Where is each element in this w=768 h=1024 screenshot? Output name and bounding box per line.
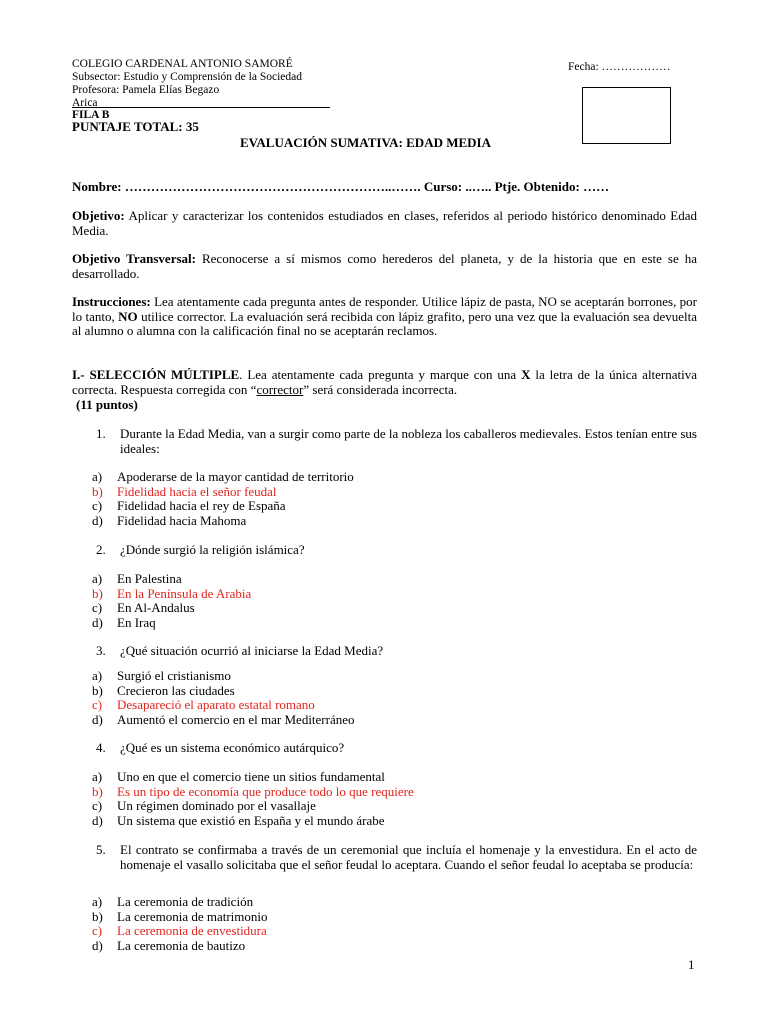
option-c-correct[interactable]: c) Desapareció el aparato estatal romano <box>92 697 315 712</box>
page-number: 1 <box>688 957 695 972</box>
transversal-objective <box>72 252 697 281</box>
question-text: Durante la Edad Media, van a surgir como parte de la nobleza los caballeros medievales. Estos tenían entre sus ideales: <box>120 426 697 456</box>
options-3 <box>92 669 355 727</box>
section-text-1: . Lea atentamente cada pregunta y marque con una <box>239 367 517 382</box>
option-d[interactable]: d) Un sistema que existió en España y el mundo árabe <box>92 812 385 828</box>
school-name: COLEGIO CARDENAL ANTONIO SAMORÉ <box>72 58 293 70</box>
question-4 <box>96 741 697 756</box>
option-d[interactable]: d) En Iraq <box>92 614 156 630</box>
options-5 <box>92 895 268 953</box>
option-c[interactable]: c) Fidelidad hacia el rey de España <box>92 498 286 513</box>
option-d[interactable]: d) Aumentó el comercio en el mar Mediterráneo <box>92 711 355 727</box>
option-a[interactable]: a) Uno en que el comercio tiene un sitios fundamental <box>92 769 385 784</box>
question-number: 4. <box>96 740 106 755</box>
city: Arica <box>72 97 98 109</box>
option-a[interactable]: a) Apoderarse de la mayor cantidad de territorio <box>92 469 354 484</box>
option-c[interactable]: c) En Al-Andalus <box>92 600 195 615</box>
options-1 <box>92 470 354 528</box>
option-b-correct[interactable]: b) En la Península de Arabia <box>92 585 252 601</box>
question-1 <box>96 427 697 456</box>
options-4 <box>92 770 414 828</box>
section-x: X <box>521 367 531 382</box>
section-text-2: la letra de la única alternativa correcta. Respuesta corregida con “ <box>72 367 698 397</box>
section-points: (11 puntos) <box>76 397 138 412</box>
question-number: 2. <box>96 542 106 557</box>
question-text: ¿Qué es un sistema económico autárquico? <box>120 740 345 755</box>
corrector-word: corrector <box>256 381 304 397</box>
options-2 <box>92 572 251 630</box>
transversal-text: Reconocerse a sí mismos como herederos del planeta, y de la historia que en este se ha desarrollado. <box>72 251 698 281</box>
option-a[interactable]: a) Surgió el cristianismo <box>92 668 231 683</box>
grade-box <box>582 87 671 144</box>
objective-text: Aplicar y caracterizar los contenidos estudiados en clases, referidos al periodo histórico denominado Edad Media. <box>72 208 697 238</box>
name-line: Nombre: ……………………………………………………..……. Curso: ..….. Ptje. Obtenido: …… <box>72 179 610 194</box>
question-5 <box>96 843 697 872</box>
question-text: ¿Qué situación ocurrió al iniciarse la Edad Media? <box>120 643 384 658</box>
section-text-3: ” será considerada incorrecta. <box>303 381 458 397</box>
question-3 <box>96 644 697 659</box>
option-d[interactable]: d) Fidelidad hacia Mahoma <box>92 512 247 528</box>
date-field: Fecha: ……………… <box>568 61 671 73</box>
question-2 <box>96 543 697 558</box>
option-a[interactable]: a) En Palestina <box>92 571 182 586</box>
page-title: EVALUACIÓN SUMATIVA: EDAD MEDIA <box>240 135 491 150</box>
option-d[interactable]: d) La ceremonia de bautizo <box>92 937 246 953</box>
total-score: PUNTAJE TOTAL: 35 <box>72 119 199 134</box>
header-rule <box>72 107 330 108</box>
option-b[interactable]: b) La ceremonia de matrimonio <box>92 908 268 924</box>
instructions-text-2: utilice corrector. La evaluación será recibida con lápiz grafito, pero una vez que la evaluación sea devuelta al alumno o alumna con la calificación final no se aceptarán reclamos. <box>72 308 698 338</box>
section-heading <box>72 368 697 397</box>
objective <box>72 209 697 238</box>
question-text: ¿Dónde surgió la religión islámica? <box>120 542 305 557</box>
teacher: Profesora: Pamela Elías Begazo <box>72 84 220 96</box>
row-label: FILA B <box>72 109 110 121</box>
option-c-correct[interactable]: c) La ceremonia de envestidura <box>92 923 267 938</box>
option-b[interactable]: b) Crecieron las ciudades <box>92 682 235 698</box>
instructions-no: NO <box>118 308 138 324</box>
option-a[interactable]: a) La ceremonia de tradición <box>92 894 254 909</box>
option-c[interactable]: c) Un régimen dominado por el vasallaje <box>92 798 316 813</box>
question-number: 3. <box>96 643 106 658</box>
instructions-text-1: Lea atentamente cada pregunta antes de responder. Utilice lápiz de pasta, NO se aceptarán borrones, por lo tanto, <box>72 294 697 324</box>
question-number: 1. <box>96 426 106 441</box>
option-b-correct[interactable]: b) Es un tipo de economía que produce todo lo que requiere <box>92 783 414 799</box>
question-number: 5. <box>96 842 106 857</box>
question-text: El contrato se confirmaba a través de un ceremonial que incluía el homenaje y la envestidura. En el acto de homenaje el vasallo solicitaba que el señor feudal lo aceptara. Cuando el señor feudal lo aceptaba se producía: <box>120 842 697 872</box>
subsector: Subsector: Estudio y Comprensión de la Sociedad <box>72 71 302 83</box>
instructions <box>72 295 697 339</box>
objective-label: Objetivo: <box>72 208 125 223</box>
transversal-label: Objetivo Transversal: <box>72 251 196 266</box>
instructions-label: Instrucciones: <box>72 294 151 309</box>
section-label: I.- SELECCIÓN MÚLTIPLE <box>72 367 240 382</box>
option-b-correct[interactable]: b) Fidelidad hacia el señor feudal <box>92 483 277 499</box>
